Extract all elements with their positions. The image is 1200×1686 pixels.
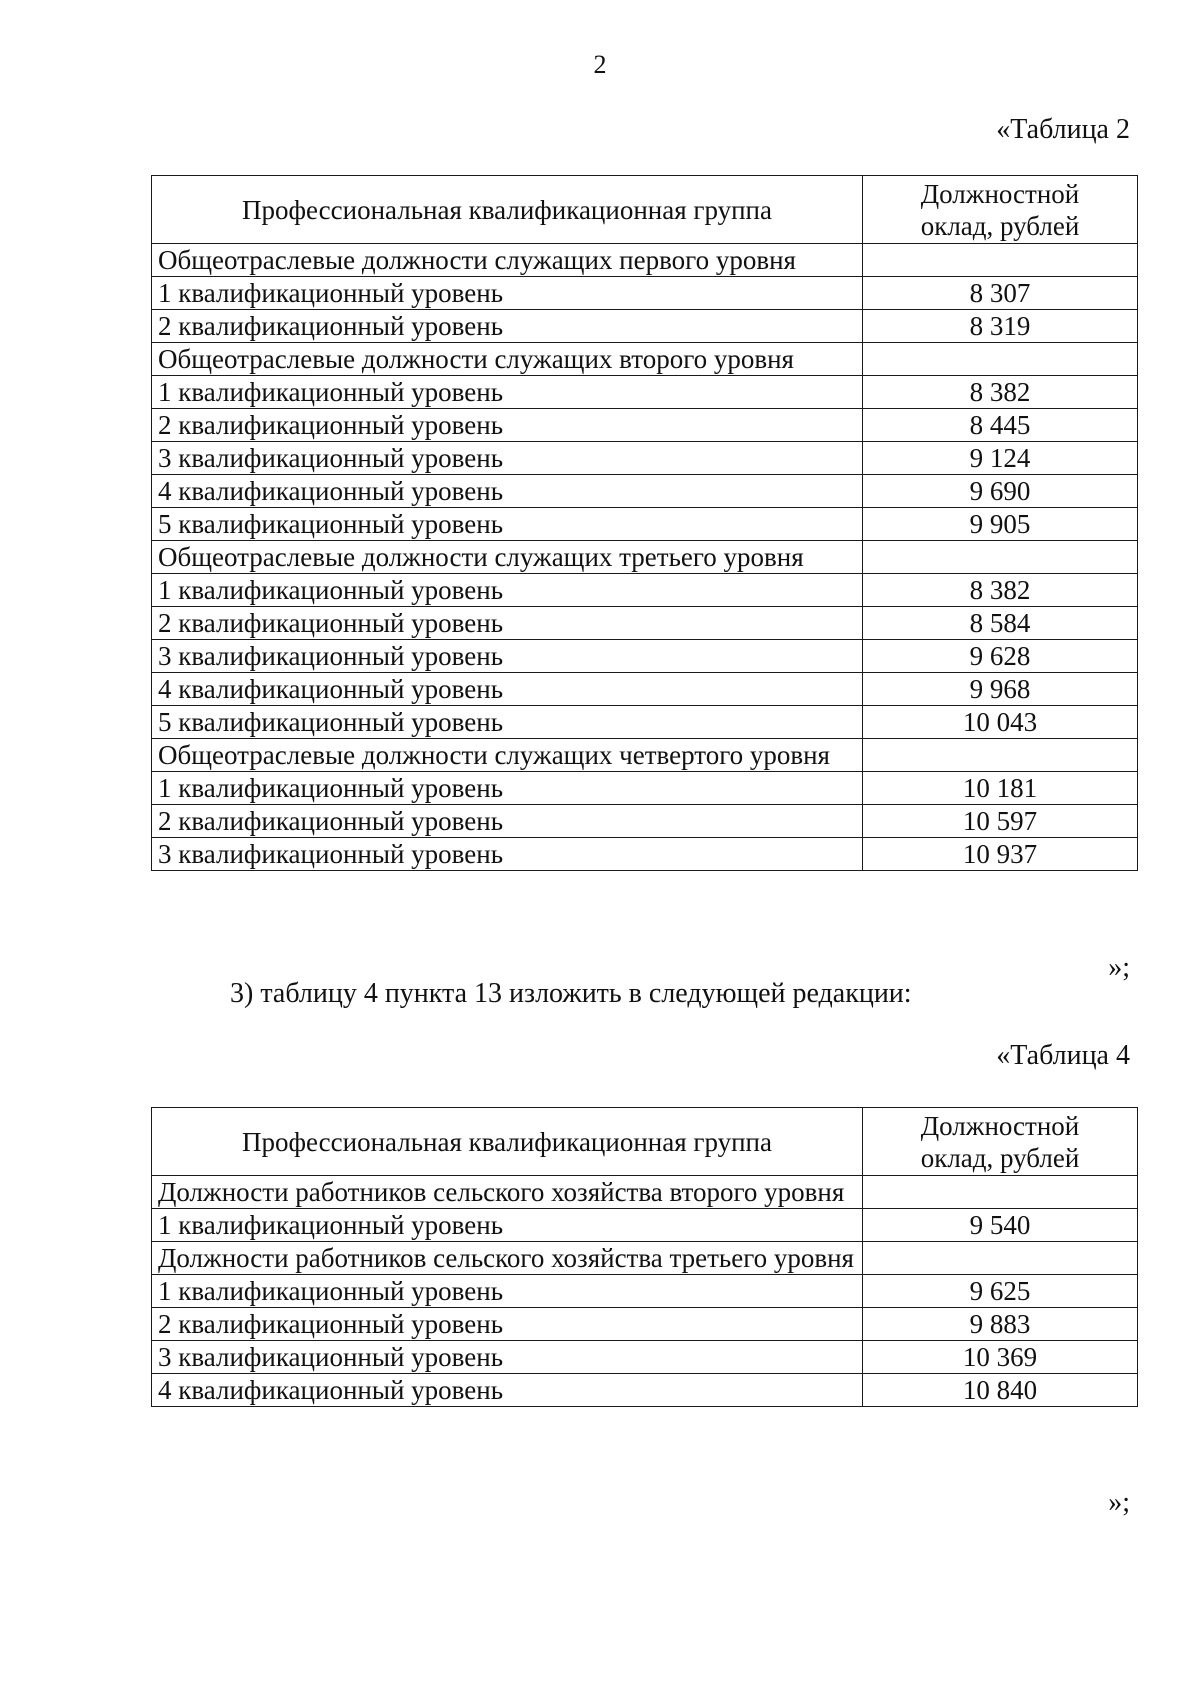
page-number: 2 (593, 50, 607, 79)
table-header-row (152, 1108, 1138, 1176)
salary-value (863, 244, 1138, 277)
qualification-name: 1 квалификационный уровень (152, 277, 863, 310)
salary-value: 8 584 (863, 607, 1138, 640)
salary-value: 9 625 (863, 1275, 1138, 1308)
salary-value: 9 628 (863, 640, 1138, 673)
qualification-name: 2 квалификационный уровень (152, 607, 863, 640)
table-4 (151, 1107, 1138, 1407)
salary-value (863, 343, 1138, 376)
salary-value: 8 307 (863, 277, 1138, 310)
salary-value: 10 043 (863, 706, 1138, 739)
qualification-name: 3 квалификационный уровень (152, 442, 863, 475)
salary-value: 8 382 (863, 574, 1138, 607)
table-2-caption: «Таблица 2 (996, 114, 1130, 145)
table-2 (151, 175, 1138, 871)
qualification-name: 5 квалификационный уровень (152, 706, 863, 739)
column-header-salary: Должностной оклад, рублей (863, 176, 1138, 244)
qualification-name: Общеотраслевые должности служащих первого уровня (152, 244, 863, 277)
salary-value: 9 540 (863, 1209, 1138, 1242)
salary-value (863, 1242, 1138, 1275)
table-row (152, 1176, 1138, 1209)
table-row (152, 343, 1138, 376)
table-row (152, 574, 1138, 607)
table-row (152, 607, 1138, 640)
salary-value: 9 690 (863, 475, 1138, 508)
table-row (152, 1275, 1138, 1308)
salary-value: 9 905 (863, 508, 1138, 541)
qualification-name: 3 квалификационный уровень (152, 838, 863, 871)
salary-value: 10 181 (863, 772, 1138, 805)
table-row (152, 640, 1138, 673)
table-row (152, 772, 1138, 805)
table-row (152, 673, 1138, 706)
qualification-name: 5 квалификационный уровень (152, 508, 863, 541)
qualification-name: 1 квалификационный уровень (152, 376, 863, 409)
table-row (152, 1374, 1138, 1407)
salary-value (863, 739, 1138, 772)
table-row (152, 1341, 1138, 1374)
table-row (152, 442, 1138, 475)
qualification-name: 2 квалификационный уровень (152, 805, 863, 838)
qualification-name: 2 квалификационный уровень (152, 310, 863, 343)
table-row (152, 706, 1138, 739)
qualification-name: 1 квалификационный уровень (152, 1209, 863, 1242)
qualification-name: 4 квалификационный уровень (152, 1374, 863, 1407)
qualification-name: Общеотраслевые должности служащих третьего уровня (152, 541, 863, 574)
salary-value (863, 1176, 1138, 1209)
table-row (152, 244, 1138, 277)
salary-value: 10 937 (863, 838, 1138, 871)
salary-value: 8 319 (863, 310, 1138, 343)
qualification-name: 3 квалификационный уровень (152, 640, 863, 673)
table-row (152, 508, 1138, 541)
table-row (152, 376, 1138, 409)
table-row (152, 1308, 1138, 1341)
qualification-name: 4 квалификационный уровень (152, 673, 863, 706)
table-2-closing-quote: »; (1108, 952, 1130, 983)
qualification-name: Должности работников сельского хозяйства третьего уровня (152, 1242, 863, 1275)
salary-value: 10 597 (863, 805, 1138, 838)
salary-value (863, 541, 1138, 574)
salary-value: 10 369 (863, 1341, 1138, 1374)
table-row (152, 277, 1138, 310)
table-row (152, 310, 1138, 343)
salary-value: 8 445 (863, 409, 1138, 442)
salary-value: 10 840 (863, 1374, 1138, 1407)
table-row (152, 409, 1138, 442)
table-2-body (152, 244, 1138, 871)
qualification-name: Общеотраслевые должности служащих второго уровня (152, 343, 863, 376)
table-header-row (152, 176, 1138, 244)
table-4-closing-quote: »; (1108, 1487, 1130, 1518)
salary-value: 8 382 (863, 376, 1138, 409)
qualification-name: Общеотраслевые должности служащих четвертого уровня (152, 739, 863, 772)
table-row (152, 1209, 1138, 1242)
qualification-name: 1 квалификационный уровень (152, 1275, 863, 1308)
column-header-group: Профессиональная квалификационная группа (152, 1108, 863, 1176)
salary-value: 9 124 (863, 442, 1138, 475)
table-4-body (152, 1176, 1138, 1407)
qualification-name: 2 квалификационный уровень (152, 409, 863, 442)
table-row (152, 739, 1138, 772)
table-row (152, 475, 1138, 508)
qualification-name: 1 квалификационный уровень (152, 574, 863, 607)
qualification-name: 1 квалификационный уровень (152, 772, 863, 805)
qualification-name: 4 квалификационный уровень (152, 475, 863, 508)
salary-value: 9 968 (863, 673, 1138, 706)
column-header-group: Профессиональная квалификационная группа (152, 176, 863, 244)
table-row (152, 1242, 1138, 1275)
qualification-name: Должности работников сельского хозяйства второго уровня (152, 1176, 863, 1209)
salary-value: 9 883 (863, 1308, 1138, 1341)
table-row (152, 838, 1138, 871)
table-row (152, 541, 1138, 574)
table-4-caption: «Таблица 4 (996, 1040, 1130, 1071)
column-header-salary: Должностной оклад, рублей (863, 1108, 1138, 1176)
qualification-name: 3 квалификационный уровень (152, 1341, 863, 1374)
table-row (152, 805, 1138, 838)
amendment-paragraph: 3) таблицу 4 пункта 13 изложить в следующей редакции: (230, 978, 912, 1009)
qualification-name: 2 квалификационный уровень (152, 1308, 863, 1341)
